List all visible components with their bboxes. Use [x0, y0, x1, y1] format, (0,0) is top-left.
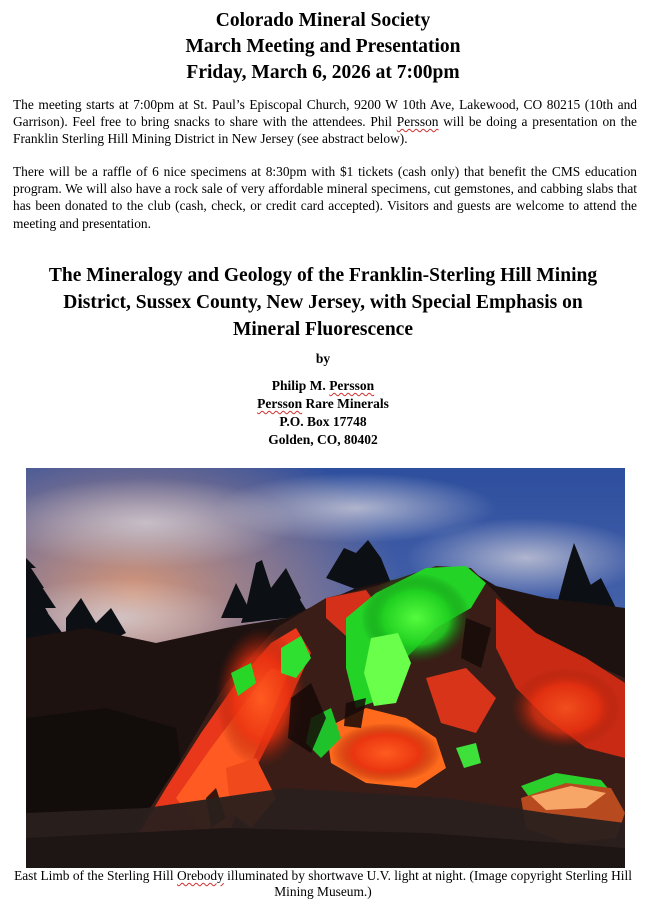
meeting-details-text-end: will be doing a presentation on the Franklin Sterling Hill Mining District in New Jersey (see abstract below). — [13, 114, 638, 147]
author-po-box: P.O. Box 17748 — [279, 414, 367, 429]
presentation-title — [10, 262, 636, 343]
meeting-date: Friday, March 6, 2026 at 7:00pm — [186, 62, 460, 83]
author-company — [0, 395, 646, 413]
raffle-paragraph: There will be a raffle of 6 nice specimens at 8:30pm with $1 tickets (cash only) that benefit the CMS education program. We will also have a rock sale of very affordable mineral specimens, cut gemstones, and cabbing slabs that has been donated to the club (cash, check, or credit card accepted). Visitors and guests are welcome to attend the meeting and presentation. — [13, 164, 637, 231]
meeting-title: March Meeting and Presentation — [185, 36, 461, 57]
presentation-title-line-2: District, Sussex County, New Jersey, with Special Emphasis on — [63, 292, 583, 313]
speaker-surname: Persson — [396, 114, 439, 130]
company-rest: Rare Minerals — [302, 396, 389, 411]
society-name: Colorado Mineral Society — [215, 10, 431, 31]
caption-text: East Limb of the Sterling Hill — [14, 868, 177, 883]
photo-caption — [10, 868, 636, 900]
author-byline — [0, 350, 646, 449]
presentation-title-line-3: Mineral Fluorescence — [233, 319, 413, 340]
author-city: Golden, CO, 80402 — [268, 432, 378, 447]
meeting-details-paragraph — [13, 96, 637, 148]
meeting-details-text: The meeting starts at 7:00pm at St. Paul’s Episcopal Church, 9200 W 10th Ave, Lakewood, CO 80215 (10th and Garrison). Feel free to bring snacks to share with the attendees. Phil — [13, 97, 637, 130]
caption-orebody: Orebody — [176, 868, 224, 883]
meeting-header — [0, 8, 646, 86]
company-surname: Persson — [257, 396, 303, 411]
by-label: by — [315, 351, 331, 366]
author-first-name: Philip M. — [271, 378, 330, 393]
presentation-title-line-1: The Mineralogy and Geology of the Franklin-Sterling Hill Mining — [48, 265, 598, 286]
author-surname: Persson — [329, 378, 375, 393]
fluorescent-orebody-photo — [26, 468, 625, 868]
author-name — [0, 377, 646, 395]
caption-text-end: illuminated by shortwave U.V. light at night. (Image copyright Sterling Hill Mining Museum.) — [223, 868, 632, 899]
